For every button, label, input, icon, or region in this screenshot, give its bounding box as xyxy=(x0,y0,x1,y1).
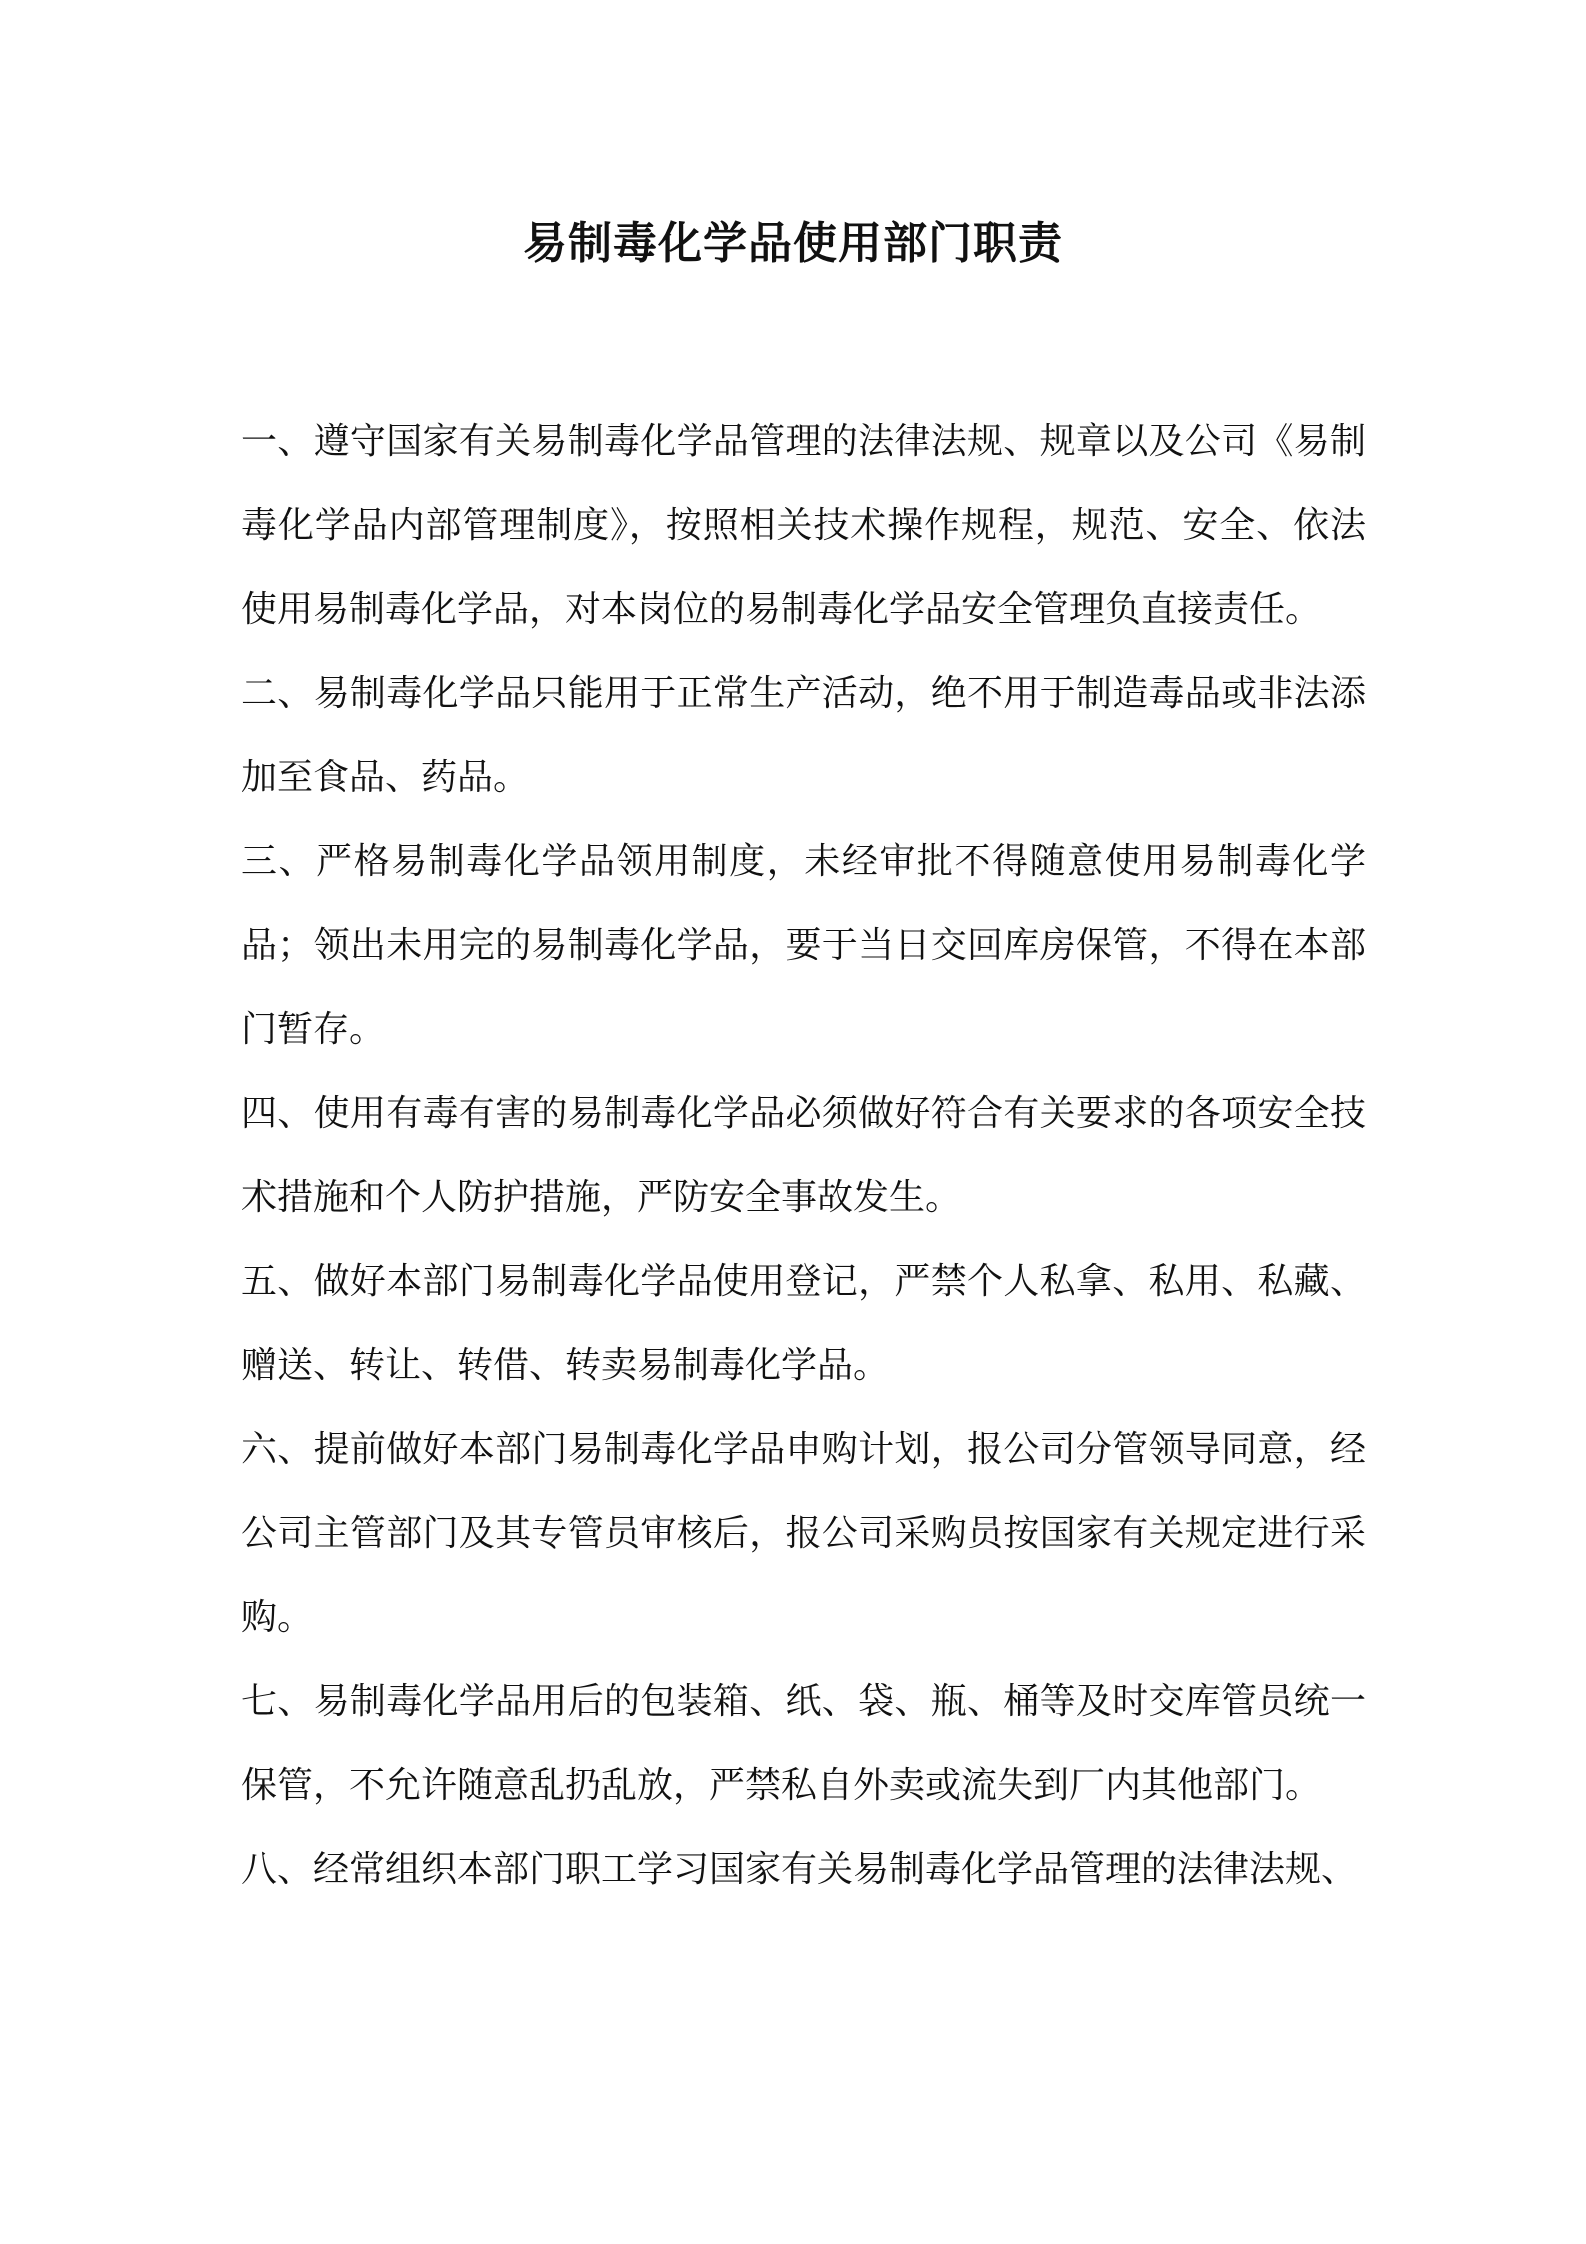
clause-4: 四、使用有毒有害的易制毒化学品必须做好符合有关要求的各项安全技术措施和个人防护措施，严防安全事故发生。 xyxy=(241,1093,1366,1218)
clause-7: 七、易制毒化学品用后的包装箱、纸、袋、瓶、桶等及时交库管员统一保管，不允许随意乱扔乱放，严禁私自外卖或流失到厂内其他部门。 xyxy=(241,1681,1366,1806)
clause-5: 五、做好本部门易制毒化学品使用登记，严禁个人私拿、私用、私藏、赠送、转让、转借、转卖易制毒化学品。 xyxy=(241,1261,1366,1386)
clause-3: 三、严格易制毒化学品领用制度，未经审批不得随意使用易制毒化学品；领出未用完的易制毒化学品，要于当日交回库房保管，不得在本部门暂存。 xyxy=(241,841,1366,1050)
document-body xyxy=(241,400,1366,1912)
clause-1: 一、遵守国家有关易制毒化学品管理的法律法规、规章以及公司《易制毒化学品内部管理制度》，按照相关技术操作规程，规范、安全、依法使用易制毒化学品，对本岗位的易制毒化学品安全管理负直接责任。 xyxy=(241,421,1366,630)
clause-2: 二、易制毒化学品只能用于正常生产活动，绝不用于制造毒品或非法添加至食品、药品。 xyxy=(241,673,1366,798)
clause-8: 八、经常组织本部门职工学习国家有关易制毒化学品管理的法律法规、 xyxy=(241,1849,1358,1890)
document-title: 易制毒化学品使用部门职责 xyxy=(523,218,1063,269)
clause-6: 六、提前做好本部门易制毒化学品申购计划，报公司分管领导同意，经公司主管部门及其专管员审核后，报公司采购员按国家有关规定进行采购。 xyxy=(241,1429,1366,1638)
